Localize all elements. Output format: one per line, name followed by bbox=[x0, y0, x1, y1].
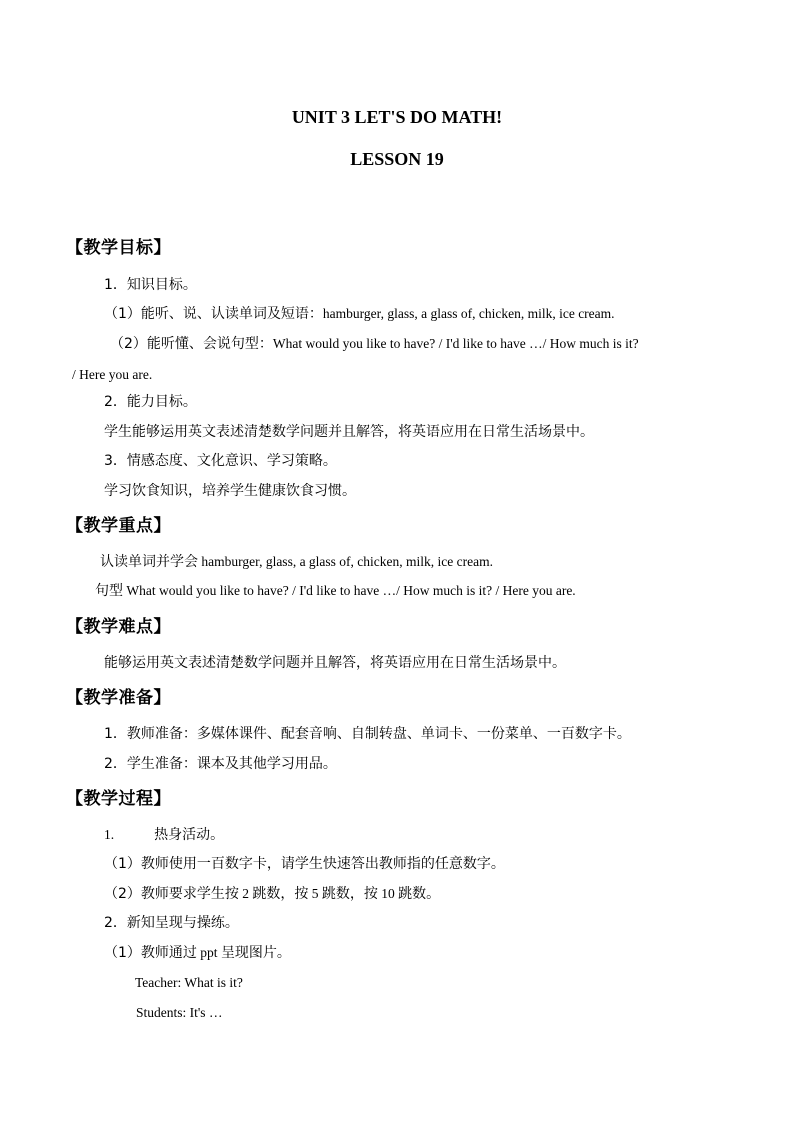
unit-title: UNIT 3 LET'S DO MATH! bbox=[291, 107, 503, 127]
objective-line-5: 2．能力目标。 bbox=[104, 394, 197, 410]
preparation-line-2: 2．学生准备：课本及其他学习用品。 bbox=[104, 756, 337, 772]
heading-preparation: 【教学准备】 bbox=[66, 688, 171, 708]
key-point-line-1: 认读单词并学会 hamburger, glass, a glass of, chicken, milk, ice cream. bbox=[100, 554, 493, 570]
key-point-line-2: 句型 What would you like to have? / I'd like to have …/ How much is it? / Here you are. bbox=[95, 583, 576, 599]
difficulty-line-1: 能够运用英文表述清楚数学问题并且解答，将英语应用在日常生活场景中。 bbox=[104, 655, 566, 671]
process-line-2: （1）教师使用一百数字卡，请学生快速答出教师指的任意数字。 bbox=[104, 856, 505, 872]
lesson-title: LESSON 19 bbox=[350, 149, 444, 169]
heading-objectives: 【教学目标】 bbox=[66, 238, 171, 258]
objective-line-6: 学生能够运用英文表述清楚数学问题并且解答，将英语应用在日常生活场景中。 bbox=[104, 424, 594, 440]
heading-key-points: 【教学重点】 bbox=[66, 516, 171, 536]
heading-process: 【教学过程】 bbox=[66, 789, 171, 809]
process-line-7: Students: It's … bbox=[136, 1005, 223, 1020]
objective-line-2: （1）能听、说、认读单词及短语：hamburger, glass, a glass of, chicken, milk, ice cream. bbox=[104, 306, 615, 322]
process-line-3: （2）教师要求学生按 2 跳数，按 5 跳数，按 10 跳数。 bbox=[104, 886, 441, 902]
objective-line-4: / Here you are. bbox=[72, 367, 153, 382]
process-line-6: Teacher: What is it? bbox=[135, 975, 243, 990]
objective-line-7: 3．情感态度、文化意识、学习策略。 bbox=[104, 453, 337, 469]
objective-line-3: （2）能听懂、会说句型：What would you like to have? / I'd like to have …/ How much is it? bbox=[110, 336, 639, 352]
objective-line-8: 学习饮食知识，培养学生健康饮食习惯。 bbox=[104, 483, 356, 499]
objective-line-1: 1．知识目标。 bbox=[104, 277, 197, 293]
process-line-5: （1）教师通过 ppt 呈现图片。 bbox=[104, 945, 291, 961]
heading-difficulties: 【教学难点】 bbox=[66, 617, 171, 637]
process-line-1: 1. 热身活动。 bbox=[104, 827, 225, 843]
preparation-line-1: 1．教师准备：多媒体课件、配套音响、自制转盘、单词卡、一份菜单、一百数字卡。 bbox=[104, 726, 631, 742]
process-line-4: 2．新知呈现与操练。 bbox=[104, 915, 239, 931]
